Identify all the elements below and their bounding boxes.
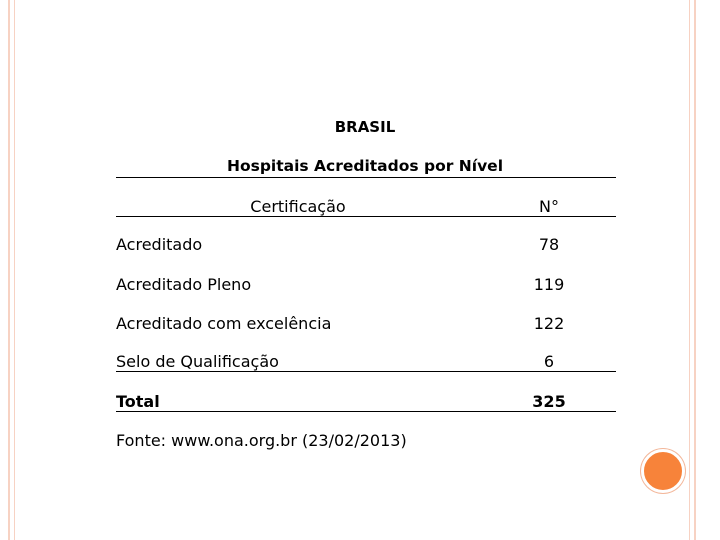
total-value: 325 <box>532 392 566 411</box>
table-row-label: Acreditado Pleno <box>116 275 252 294</box>
total-label: Total <box>116 392 160 411</box>
table-row-label: Acreditado com excelência <box>116 314 332 333</box>
table-bottom-rule <box>116 411 616 412</box>
slide-title: BRASIL <box>334 118 396 136</box>
header-number: N° <box>539 197 559 216</box>
source-note: Fonte: www.ona.org.br (23/02/2013) <box>116 431 407 450</box>
header-rule <box>116 216 616 217</box>
orange-circle-decoration <box>641 449 685 493</box>
table-caption: Hospitais Acreditados por Nível <box>226 157 504 175</box>
frame-line-left-inner <box>14 0 15 540</box>
table-row-value: 119 <box>533 275 565 294</box>
table-row-value: 6 <box>543 352 555 371</box>
frame-line-right-inner <box>689 0 690 540</box>
frame-line-left-outer <box>8 0 10 540</box>
table-row-label: Selo de Qualificação <box>116 352 279 371</box>
table-row-label: Acreditado <box>116 235 203 254</box>
table-row-value: 122 <box>533 314 565 333</box>
table-row-value: 78 <box>538 235 560 254</box>
frame-line-right-outer <box>694 0 696 540</box>
total-top-rule <box>116 371 616 372</box>
header-certification: Certificação <box>250 197 346 216</box>
table-top-rule <box>116 177 616 178</box>
